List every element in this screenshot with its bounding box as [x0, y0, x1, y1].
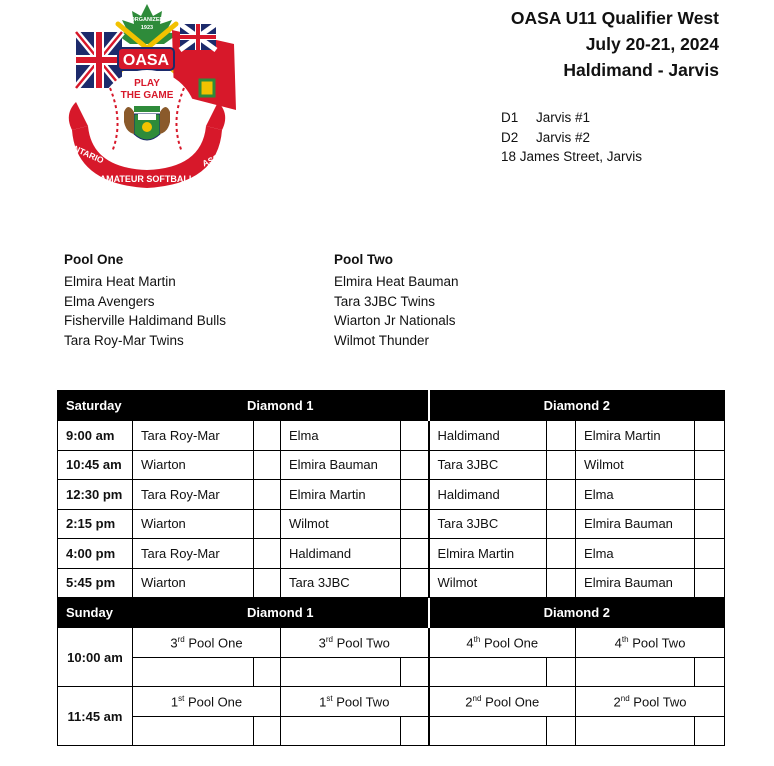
- pool-team: Elma Avengers: [64, 293, 155, 309]
- pool-name: Pool One: [187, 693, 243, 709]
- placeholder-d1-away: [281, 628, 429, 658]
- d2-home-score: [547, 421, 576, 451]
- pool-name: Pool Two: [632, 634, 686, 650]
- d1-home-team: Wiarton: [133, 509, 254, 539]
- event-dates: July 20-21, 2024: [585, 34, 719, 54]
- saturday-game-row: [58, 450, 725, 480]
- pool-team: Wilmot Thunder: [334, 333, 430, 349]
- d2-home-team: Haldimand: [429, 421, 547, 451]
- maple-leaf-icon: [116, 4, 178, 44]
- sunday-score-row: [58, 716, 725, 746]
- rank-suffix: nd: [620, 693, 630, 703]
- d1-home-score: [254, 450, 281, 480]
- d1-away-team: Elmira Martin: [281, 480, 401, 510]
- d2-away-score: [695, 450, 725, 480]
- placement-rank: 3: [318, 634, 326, 650]
- schedule-table: [57, 390, 725, 746]
- d2-away-team: Wilmot: [576, 450, 695, 480]
- placement-rank: 3: [170, 634, 178, 650]
- diamond-code: D1: [501, 110, 519, 125]
- placeholder-d2-away: [576, 628, 725, 658]
- svg-text:OASA: OASA: [122, 52, 170, 69]
- score-cell: [254, 657, 281, 687]
- rank-suffix: nd: [472, 693, 482, 703]
- saturday-game-row: [58, 539, 725, 569]
- diamond-2-header: Diamond 2: [429, 391, 725, 421]
- d1-home-score: [254, 509, 281, 539]
- d1-home-score: [254, 480, 281, 510]
- team-entry-cell: [576, 657, 695, 687]
- d2-home-team: Tara 3JBC: [429, 509, 547, 539]
- d1-home-team: Tara Roy-Mar: [133, 421, 254, 451]
- placement-rank: 1: [319, 693, 327, 709]
- pool-team: Fisherville Haldimand Bulls: [64, 313, 227, 329]
- placement-rank: 4: [466, 634, 474, 650]
- score-cell: [695, 716, 725, 746]
- pool-name: Pool One: [188, 634, 243, 650]
- diamond-d1: [501, 110, 590, 125]
- d2-home-score: [547, 509, 576, 539]
- d1-away-score: [401, 539, 429, 569]
- team-entry-cell: [133, 716, 254, 746]
- pool-title: Pool Two: [334, 252, 393, 267]
- pool-team: Elmira Heat Martin: [64, 274, 176, 289]
- placeholder-d2-home: [429, 628, 576, 658]
- d1-home-team: Tara Roy-Mar: [133, 539, 254, 569]
- pool-two: [334, 252, 459, 351]
- diamond-d2: [501, 130, 590, 145]
- score-cell: [401, 716, 429, 746]
- d2-home-team: Haldimand: [429, 480, 547, 510]
- d2-away-score: [695, 421, 725, 451]
- score-cell: [401, 657, 429, 687]
- pool-team: Tara Roy-Mar Twins: [64, 333, 184, 349]
- d1-home-score: [254, 421, 281, 451]
- placeholder-d2-home: [429, 687, 576, 717]
- placement-rank: 1: [170, 693, 179, 709]
- svg-text:PLAY: PLAY: [134, 78, 160, 89]
- score-cell: [695, 657, 725, 687]
- team-entry-cell: [429, 657, 547, 687]
- d1-away-score: [401, 568, 429, 598]
- d1-home-team: Wiarton: [133, 450, 254, 480]
- placement-rank: 2: [613, 693, 621, 709]
- d2-home-team: Elmira Martin: [429, 539, 547, 569]
- d2-home-team: Wilmot: [429, 568, 547, 598]
- day-label: Sunday: [58, 598, 133, 628]
- diamond-1-header: Diamond 1: [133, 391, 429, 421]
- rank-suffix: st: [326, 693, 333, 703]
- d2-home-score: [547, 480, 576, 510]
- pool-name: Pool Two: [336, 634, 390, 650]
- team-entry-cell: [133, 657, 254, 687]
- game-time: 11:45 am: [58, 687, 133, 746]
- rank-suffix: st: [178, 693, 185, 703]
- pool-name: Pool One: [485, 693, 540, 709]
- d1-home-score: [254, 539, 281, 569]
- d2-away-score: [695, 480, 725, 510]
- svg-text:ORGANIZED: ORGANIZED: [130, 17, 164, 23]
- team-entry-cell: [281, 657, 401, 687]
- d2-home-score: [547, 539, 576, 569]
- d1-away-team: Elmira Bauman: [281, 450, 401, 480]
- score-cell: [254, 716, 281, 746]
- event-title: OASA U11 Qualifier West: [510, 8, 719, 28]
- d2-away-team: Elma: [576, 480, 695, 510]
- placeholder-d1-away: [281, 687, 429, 717]
- svg-text:THE GAME: THE GAME: [120, 90, 174, 101]
- day-label: Saturday: [58, 391, 133, 421]
- d2-away-score: [695, 509, 725, 539]
- game-time: 10:00 am: [58, 628, 133, 687]
- svg-text:AMATEUR SOFTBALL: AMATEUR SOFTBALL: [99, 174, 195, 184]
- diamond-code: D2: [501, 130, 519, 145]
- pool-team: Elmira Heat Bauman: [334, 274, 459, 289]
- pool-name: Pool One: [483, 634, 539, 650]
- d2-home-score: [547, 568, 576, 598]
- svg-text:ASSOC: ASSOC: [200, 147, 233, 169]
- sunday-game-row: [58, 628, 725, 658]
- diamond-name: Jarvis #1: [536, 110, 591, 125]
- saturday-game-row: [58, 509, 725, 539]
- placement-rank: 4: [614, 634, 622, 650]
- d2-away-team: Elma: [576, 539, 695, 569]
- game-time: 9:00 am: [58, 421, 133, 451]
- rank-suffix: th: [473, 634, 481, 644]
- d1-home-team: Wiarton: [133, 568, 254, 598]
- rank-suffix: th: [621, 634, 629, 644]
- game-time: 12:30 pm: [58, 480, 133, 510]
- game-time: 4:00 pm: [58, 539, 133, 569]
- d1-home-score: [254, 568, 281, 598]
- d2-away-team: Elmira Bauman: [576, 509, 695, 539]
- d1-away-team: Elma: [281, 421, 401, 451]
- sunday-game-row: [58, 687, 725, 717]
- saturday-game-row: [58, 568, 725, 598]
- pool-one: [64, 252, 226, 351]
- d1-away-team: Haldimand: [281, 539, 401, 569]
- diamond-2-header: Diamond 2: [429, 598, 725, 628]
- placement-rank: 2: [465, 693, 473, 709]
- saturday-game-row: [58, 421, 725, 451]
- score-cell: [547, 716, 576, 746]
- event-location: Haldimand - Jarvis: [563, 60, 719, 80]
- diamond-1-header: Diamond 1: [133, 598, 429, 628]
- placeholder-d1-home: [133, 628, 281, 658]
- d2-away-score: [695, 539, 725, 569]
- pool-team: Tara 3JBC Twins: [334, 293, 436, 309]
- game-time: 10:45 am: [58, 450, 133, 480]
- d1-away-score: [401, 480, 429, 510]
- pool-title: Pool One: [64, 252, 124, 267]
- rank-suffix: rd: [325, 634, 333, 644]
- team-entry-cell: [576, 716, 695, 746]
- rank-suffix: rd: [177, 634, 185, 644]
- placeholder-d2-away: [576, 687, 725, 717]
- d1-away-team: Tara 3JBC: [281, 568, 401, 598]
- game-time: 5:45 pm: [58, 568, 133, 598]
- d2-away-score: [695, 568, 725, 598]
- team-entry-cell: [429, 716, 547, 746]
- union-jack-flag-icon: [76, 32, 122, 88]
- pool-name: Pool Two: [336, 693, 390, 709]
- pool-team: Wiarton Jr Nationals: [334, 313, 456, 329]
- venue-address: 18 James Street, Jarvis: [501, 149, 643, 164]
- game-time: 2:15 pm: [58, 509, 133, 539]
- svg-text:1923: 1923: [140, 25, 154, 31]
- sunday-score-row: [58, 657, 725, 687]
- d2-home-team: Tara 3JBC: [429, 450, 547, 480]
- placeholder-d1-home: [133, 687, 281, 717]
- d1-away-score: [401, 450, 429, 480]
- saturday-header-row: [58, 391, 725, 421]
- d1-home-team: Tara Roy-Mar: [133, 480, 254, 510]
- d1-away-score: [401, 509, 429, 539]
- d2-away-team: Elmira Martin: [576, 421, 695, 451]
- score-cell: [547, 657, 576, 687]
- d1-away-team: Wilmot: [281, 509, 401, 539]
- sunday-header-row: [58, 598, 725, 628]
- team-entry-cell: [281, 716, 401, 746]
- d2-away-team: Elmira Bauman: [576, 568, 695, 598]
- svg-text:ONTARIO: ONTARIO: [66, 140, 106, 166]
- d1-away-score: [401, 421, 429, 451]
- diamond-name: Jarvis #2: [536, 130, 591, 145]
- pool-name: Pool Two: [633, 693, 687, 709]
- oasa-logo: [54, 2, 240, 190]
- saturday-game-row: [58, 480, 725, 510]
- d2-home-score: [547, 450, 576, 480]
